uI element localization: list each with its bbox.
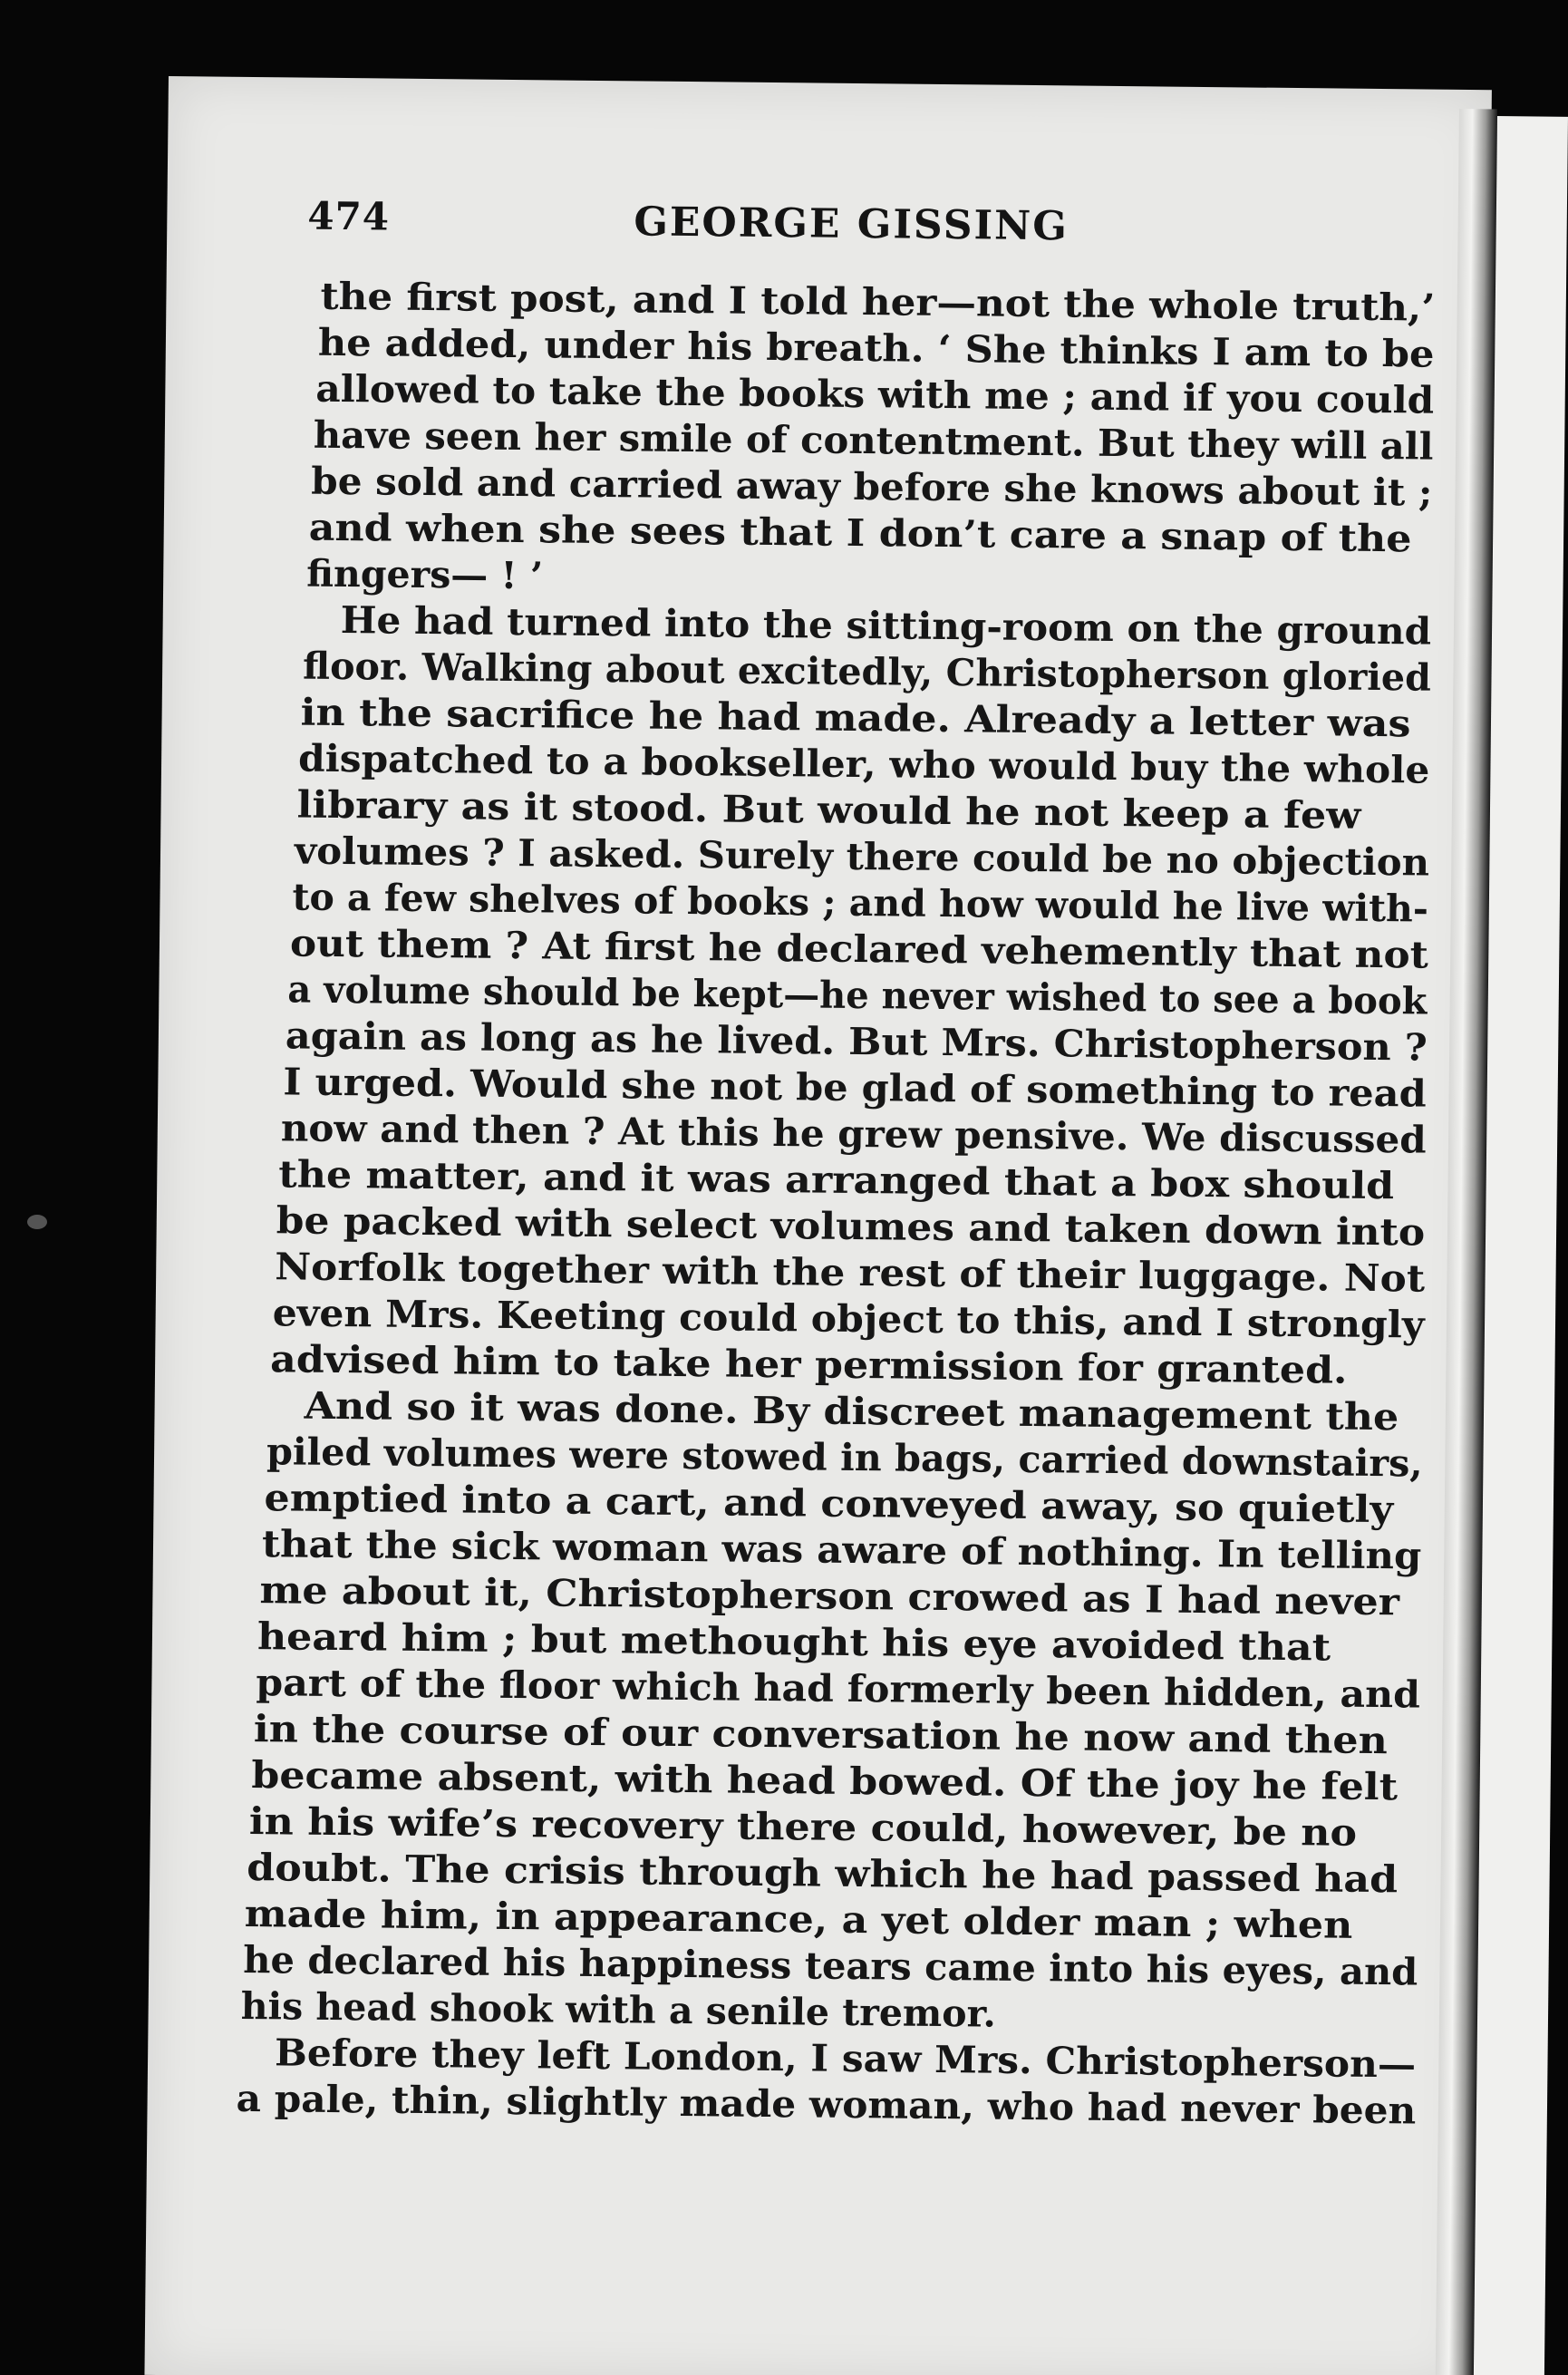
text-line: be sold and carried away before she knows about it ; bbox=[311, 459, 1433, 515]
text-line: be packed with select volumes and taken down into bbox=[276, 1198, 1426, 1255]
text-line: fingers— ! ’ bbox=[306, 551, 544, 598]
text-line: and when she sees that I don’t care a snap of the bbox=[308, 505, 1412, 561]
text-line: library as it stood. But would he not keep a few bbox=[296, 782, 1361, 838]
text-line: out them ? At first he declared vehemently that not bbox=[289, 921, 1429, 977]
text-line: the first post, and I told her—not the whole truth,’ bbox=[320, 274, 1436, 330]
text-line: again as long as he lived. But Mrs. Christopherson ? bbox=[285, 1013, 1428, 1070]
ink-blot bbox=[27, 1215, 47, 1229]
text-line: to a few shelves of books ; and how would he live with- bbox=[292, 875, 1429, 931]
text-line: volumes ? I asked. Surely there could be no objection bbox=[294, 829, 1430, 885]
text-line: piled volumes were stowed in bags, carried downstairs, bbox=[266, 1430, 1423, 1486]
text-line: became absent, with head bowed. Of the joy he felt bbox=[251, 1753, 1399, 1809]
text-line: dispatched to a bookseller, who would buy the whole bbox=[297, 736, 1430, 792]
page-number: 474 bbox=[307, 193, 391, 239]
paragraph-start: And so it was done. By discreet management the bbox=[304, 1383, 1399, 1440]
text-line: that the sick woman was aware of nothing. In telling bbox=[261, 1522, 1422, 1578]
text-line: I urged. Would she not be glad of something to read bbox=[283, 1060, 1427, 1116]
text-line: in the course of our conversation he now and then bbox=[253, 1707, 1389, 1763]
text-line: he added, under his breath. ‘ She thinks I am to be bbox=[317, 320, 1435, 376]
text-line: in his wife’s recovery there could, however, be no bbox=[248, 1799, 1358, 1855]
paragraph-start: Before they left London, I saw Mrs. Christopherson— bbox=[274, 2031, 1417, 2087]
text-line: part of the floor which had formerly been hidden, and bbox=[256, 1661, 1421, 1717]
text-line: he declared his happiness tears came into his eyes, and bbox=[242, 1937, 1418, 1994]
text-line: a volume should be kept—he never wished to see a book bbox=[287, 967, 1428, 1023]
text-line: heard him ; but methought his eye avoided that bbox=[256, 1614, 1331, 1670]
paragraph-start: He had turned into the sitting-room on the ground bbox=[340, 598, 1432, 654]
text-line: have seen her smile of contentment. But they will all bbox=[313, 412, 1434, 469]
text-line: even Mrs. Keeting could object to this, and I strongly bbox=[272, 1291, 1425, 1347]
text-line: advised him to take her permission for granted. bbox=[269, 1337, 1348, 1392]
text-line: the matter, and it was arranged that a box should bbox=[278, 1152, 1395, 1208]
text-line: Norfolk together with the rest of their luggage. Not bbox=[275, 1245, 1426, 1301]
text-line: now and then ? At this he grew pensive. We discussed bbox=[280, 1106, 1427, 1162]
text-line: floor. Walking about excitedly, Christopherson gloried bbox=[302, 644, 1432, 700]
text-line: made him, in appearance, a yet older man ; when bbox=[244, 1891, 1353, 1947]
body-text bbox=[147, 272, 1516, 2135]
text-line: his head shook with a senile tremor. bbox=[240, 1983, 997, 2036]
book-page bbox=[144, 76, 1491, 2375]
text-line: allowed to take the books with me ; and if you could bbox=[315, 366, 1435, 422]
running-head: GEORGE GISSING bbox=[634, 199, 1070, 250]
text-line: a pale, thin, slightly made woman, who had never been bbox=[236, 2076, 1417, 2133]
text-line: me about it, Christopherson crowed as I had never bbox=[259, 1568, 1400, 1624]
text-line: in the sacrifice he had made. Already a letter was bbox=[300, 690, 1411, 746]
page-header bbox=[307, 194, 1287, 267]
text-line: emptied into a cart, and conveyed away, so quietly bbox=[264, 1476, 1394, 1532]
text-line: doubt. The crisis through which he had passed had bbox=[247, 1846, 1399, 1902]
